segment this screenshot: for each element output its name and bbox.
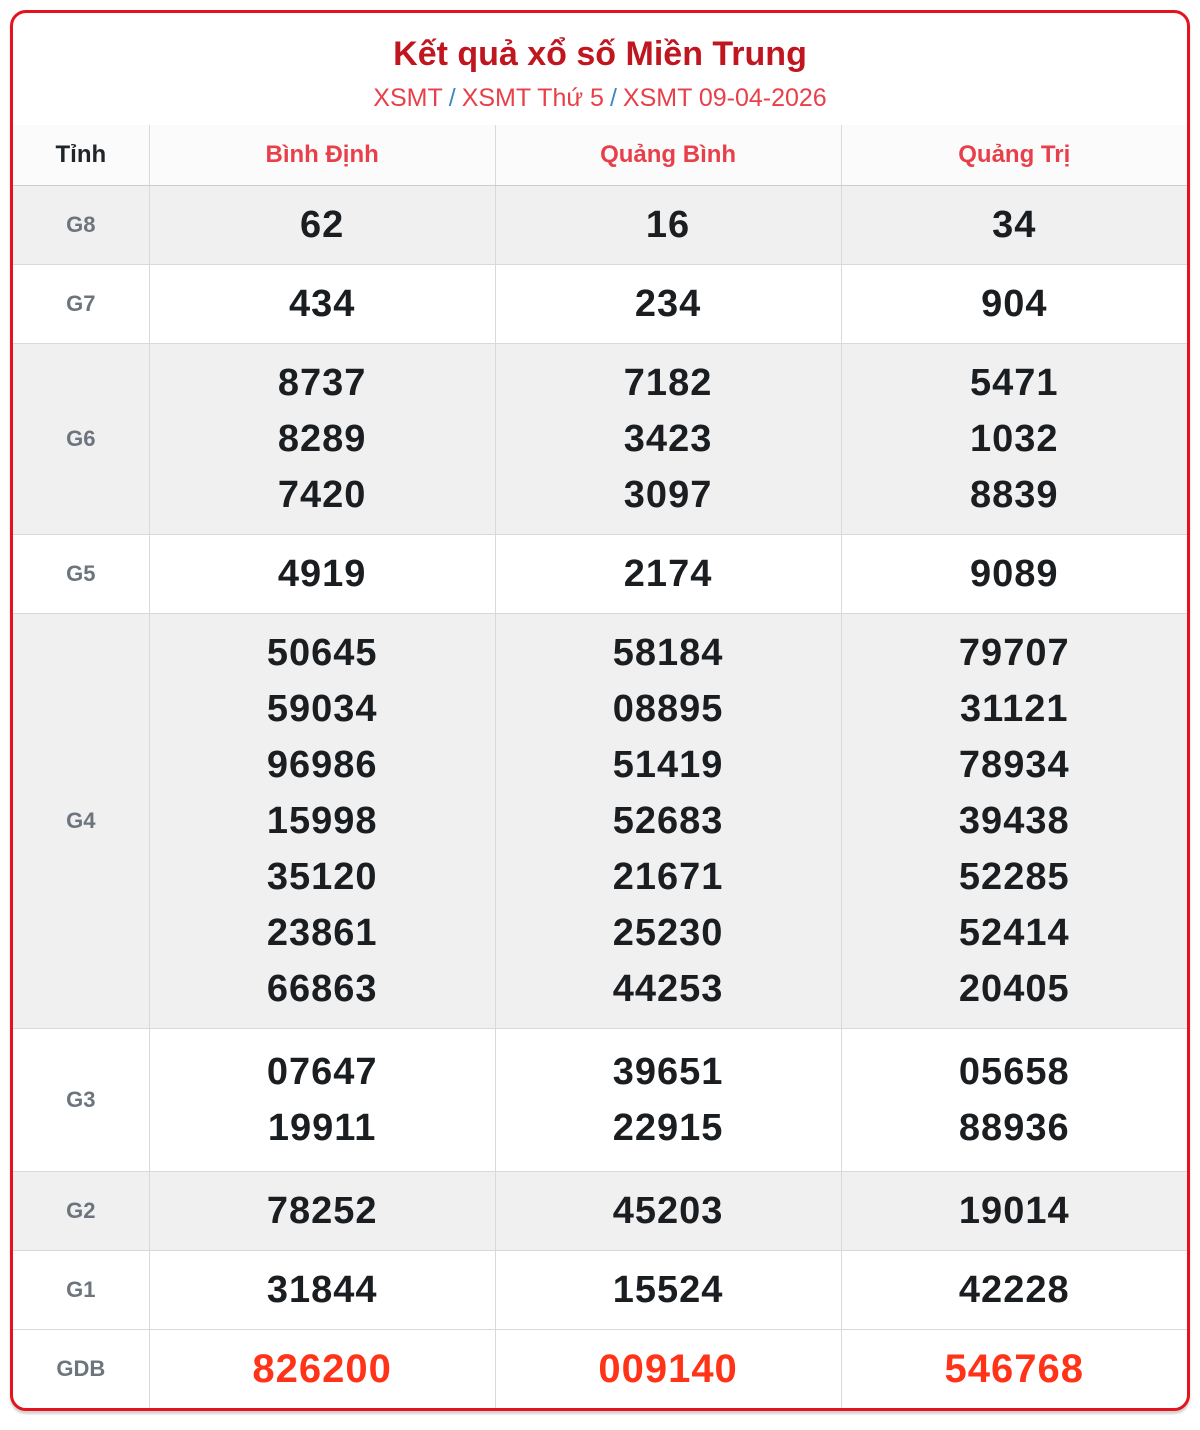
result-number: 15524 — [612, 1269, 724, 1311]
result-number: 66863 — [266, 968, 378, 1010]
result-number: 51419 — [612, 744, 724, 786]
result-cell — [841, 535, 1187, 614]
breadcrumb-link-xsmt[interactable]: XSMT — [373, 84, 443, 112]
prize-row-g1 — [13, 1251, 1187, 1330]
result-number: 44253 — [612, 968, 724, 1010]
prize-label: G1 — [13, 1251, 149, 1330]
result-cell — [149, 1251, 495, 1330]
result-number: 45203 — [612, 1190, 724, 1232]
breadcrumb-link-xsmt-date[interactable]: XSMT 09-04-2026 — [622, 84, 827, 112]
result-number: 31844 — [266, 1269, 378, 1311]
prize-label: G8 — [13, 186, 149, 265]
result-cell — [495, 344, 841, 535]
result-number: 52285 — [958, 856, 1070, 898]
result-cell — [495, 1251, 841, 1330]
result-number: 826200 — [252, 1347, 392, 1391]
result-cell — [841, 1330, 1187, 1409]
result-number: 52414 — [958, 912, 1070, 954]
column-header-province: Tỉnh — [13, 125, 149, 186]
result-number: 39651 — [612, 1051, 724, 1093]
breadcrumb-link-xsmt-thu5[interactable]: XSMT Thứ 5 — [461, 84, 604, 112]
result-cell — [149, 1172, 495, 1251]
result-number: 434 — [288, 283, 356, 325]
breadcrumb-separator: / — [448, 84, 456, 112]
result-number: 9089 — [969, 553, 1059, 595]
prize-label: G5 — [13, 535, 149, 614]
result-number: 25230 — [612, 912, 724, 954]
result-number: 16 — [645, 204, 691, 246]
result-cell — [841, 265, 1187, 344]
result-number: 59034 — [266, 688, 378, 730]
prize-row-g3 — [13, 1029, 1187, 1172]
result-cell — [495, 614, 841, 1029]
result-number: 7182 — [623, 362, 713, 404]
province-link-binh-dinh[interactable]: Bình Định — [265, 141, 379, 168]
result-cell — [149, 186, 495, 265]
result-cell — [149, 344, 495, 535]
breadcrumb — [23, 81, 1177, 115]
result-number: 79707 — [958, 632, 1070, 674]
result-cell — [495, 1330, 841, 1409]
result-number: 62 — [300, 204, 345, 246]
province-link-quang-tri[interactable]: Quảng Trị — [958, 141, 1071, 168]
prize-row-g4 — [13, 614, 1187, 1029]
result-cell — [495, 1172, 841, 1251]
result-number: 546768 — [944, 1347, 1084, 1391]
prize-row-gdb — [13, 1330, 1187, 1409]
result-number: 904 — [981, 283, 1048, 325]
result-number: 42228 — [958, 1269, 1070, 1311]
result-number: 1032 — [969, 418, 1059, 460]
result-cell — [149, 1330, 495, 1409]
result-cell — [841, 1172, 1187, 1251]
result-cell — [149, 614, 495, 1029]
result-number: 31121 — [959, 688, 1069, 730]
result-number: 7420 — [277, 474, 367, 516]
lottery-results-card — [10, 10, 1190, 1411]
result-number: 009140 — [598, 1347, 738, 1391]
prize-row-g5 — [13, 535, 1187, 614]
column-header-quang-tri — [841, 125, 1187, 186]
result-number: 78934 — [958, 744, 1070, 786]
result-number: 234 — [634, 283, 702, 325]
prize-label: GDB — [13, 1330, 149, 1409]
province-link-quang-binh[interactable]: Quảng Bình — [600, 141, 737, 168]
result-number: 08895 — [612, 688, 724, 730]
result-cell — [841, 344, 1187, 535]
result-cell — [149, 535, 495, 614]
result-number: 22915 — [612, 1107, 724, 1149]
result-number: 35120 — [266, 856, 378, 898]
result-number: 8289 — [277, 418, 367, 460]
result-number: 39438 — [958, 800, 1070, 842]
result-number: 78252 — [266, 1190, 378, 1232]
results-table-body — [13, 186, 1187, 1409]
result-number: 96986 — [266, 744, 378, 786]
result-cell — [149, 265, 495, 344]
result-cell — [149, 1029, 495, 1172]
prize-label: G6 — [13, 344, 149, 535]
result-number: 3097 — [623, 474, 713, 516]
result-number: 3423 — [623, 418, 713, 460]
result-cell — [841, 614, 1187, 1029]
result-number: 07647 — [266, 1051, 378, 1093]
result-number: 15998 — [266, 800, 378, 842]
result-number: 58184 — [612, 632, 724, 674]
result-cell — [841, 186, 1187, 265]
column-header-binh-dinh — [149, 125, 495, 186]
result-number: 20405 — [958, 968, 1070, 1010]
result-number: 2174 — [623, 553, 713, 595]
table-header-row — [13, 125, 1187, 186]
result-number: 19911 — [267, 1107, 377, 1149]
results-table — [13, 125, 1187, 1408]
prize-row-g7 — [13, 265, 1187, 344]
result-number: 8839 — [969, 474, 1059, 516]
result-cell — [495, 1029, 841, 1172]
prize-row-g6 — [13, 344, 1187, 535]
prize-label: G4 — [13, 614, 149, 1029]
result-cell — [841, 1251, 1187, 1330]
prize-label: G2 — [13, 1172, 149, 1251]
result-cell — [841, 1029, 1187, 1172]
card-header — [13, 13, 1187, 125]
result-cell — [495, 186, 841, 265]
result-cell — [495, 265, 841, 344]
result-number: 8737 — [277, 362, 367, 404]
result-number: 52683 — [612, 800, 724, 842]
result-number: 50645 — [266, 632, 378, 674]
result-number: 23861 — [266, 912, 378, 954]
prize-label: G7 — [13, 265, 149, 344]
result-number: 21671 — [612, 856, 724, 898]
prize-row-g2 — [13, 1172, 1187, 1251]
prize-row-g8 — [13, 186, 1187, 265]
result-number: 5471 — [969, 362, 1059, 404]
breadcrumb-separator: / — [609, 84, 617, 112]
result-number: 05658 — [958, 1051, 1070, 1093]
result-number: 88936 — [958, 1107, 1070, 1149]
column-header-quang-binh — [495, 125, 841, 186]
prize-label: G3 — [13, 1029, 149, 1172]
result-cell — [495, 535, 841, 614]
result-number: 19014 — [958, 1190, 1070, 1232]
result-number: 4919 — [277, 553, 367, 595]
page-title: Kết quả xổ số Miền Trung — [393, 35, 807, 73]
result-number: 34 — [992, 204, 1037, 246]
